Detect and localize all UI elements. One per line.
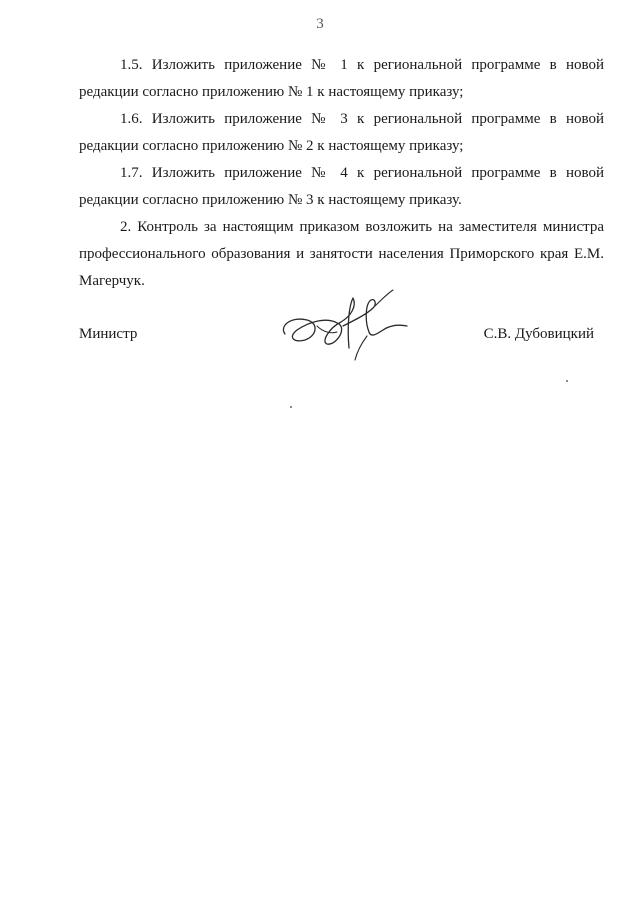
signer-title: Министр xyxy=(79,326,138,342)
document-body xyxy=(79,52,604,295)
signer-name: С.В. Дубовицкий xyxy=(483,326,594,342)
paragraph-1-7: 1.7. Изложить приложение № 4 к региональной программе в новой редакции согласно приложению № 3 к настоящему приказу. xyxy=(79,165,604,208)
scan-speck xyxy=(290,406,292,408)
scan-speck xyxy=(566,380,568,382)
page-number: 3 xyxy=(316,16,324,32)
signature-block xyxy=(79,286,604,366)
paragraph-1-5: 1.5. Изложить приложение № 1 к региональной программе в новой редакции согласно приложению № 1 к настоящему приказу; xyxy=(79,57,604,100)
paragraph-1-6: 1.6. Изложить приложение № 3 к региональной программе в новой редакции согласно приложению № 2 к настоящему приказу; xyxy=(79,111,604,154)
handwritten-signature xyxy=(277,286,412,366)
paragraph-2-control: 2. Контроль за настоящим приказом возложить на заместителя министра профессионального образования и занятости населения Приморского края Е.М. Магерчук. xyxy=(79,219,604,289)
